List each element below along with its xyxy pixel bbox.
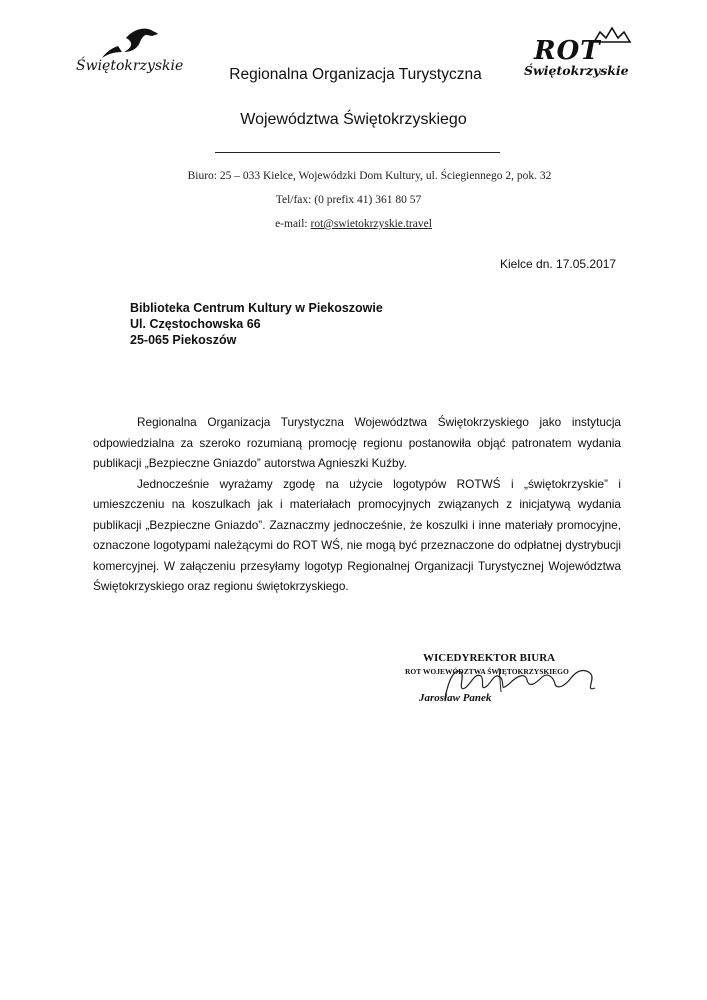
recipient-street: Ul. Częstochowska 66 xyxy=(130,317,261,331)
recipient-block xyxy=(130,300,383,348)
logo-right-wordmark: Świętokrzyskie xyxy=(524,63,629,78)
header-divider xyxy=(215,152,500,153)
logo-left-wordmark: Świętokrzyskie xyxy=(76,58,184,74)
recipient-city: 25-065 Piekoszów xyxy=(130,333,237,347)
body-paragraph-1: Regionalna Organizacja Turystyczna Województwa Świętokrzyskiego jako instytucja odpowiedzialna za szeroko rozumianą promocję regionu postanowiła objąć patronatem wydania publikacji „Bezpieczne Gniazdo” autorstwa Agnieszki Kuźby. xyxy=(93,415,621,470)
office-email xyxy=(0,218,707,230)
body-paragraph-2: Jednocześnie wyrażamy zgodę na użycie logotypów ROTWŚ i „świętokrzyskie” i umieszczeniu na koszulkach jak i materiałach promocyjnych związanych z inicjatywą wydania publikacji „Bezpieczne Gniazdo”. Zaznaczmy jednocześnie, że koszulki i inne materiały promocyjne, oznaczone logotypami należącymi do ROT WŚ, nie mogą być przeznaczone do odpłatnej dystrybucji komercyjnej. W załączeniu przesyłamy logotyp Regionalnej Organizacji Turystycznej Województwa Świętokrzyskiego oraz regionu świętokrzyskiego. xyxy=(93,476,621,593)
letter-body xyxy=(93,412,621,597)
email-label: e-mail: xyxy=(275,218,311,230)
recipient-name: Biblioteka Centrum Kultury w Piekoszowie xyxy=(130,301,383,315)
signature-stamp xyxy=(405,652,605,722)
org-name-line2: Województwa Świętokrzyskiego xyxy=(240,111,467,128)
signatory-name: Jarosław Panek xyxy=(419,692,492,704)
office-address: Biuro: 25 – 033 Kielce, Wojewódzki Dom Kultury, ul. Ściegiennego 2, pok. 32 xyxy=(187,170,552,182)
letter-date: Kielce dn. 17.05.2017 xyxy=(500,257,617,271)
signatory-title: WICEDYREKTOR BIURA xyxy=(423,652,556,664)
office-phone: Tel/fax: (0 prefix 41) 361 80 57 xyxy=(275,194,422,206)
org-name-line1: Regionalna Organizacja Turystyczna xyxy=(229,66,482,83)
email-link[interactable]: rot@swietokrzyskie.travel xyxy=(310,218,432,230)
signatory-organization: ROT WOJEWÓDZTWA ŚWIĘTOKRZYSKIEGO xyxy=(405,667,569,676)
rot-mark: ROT xyxy=(534,36,601,66)
